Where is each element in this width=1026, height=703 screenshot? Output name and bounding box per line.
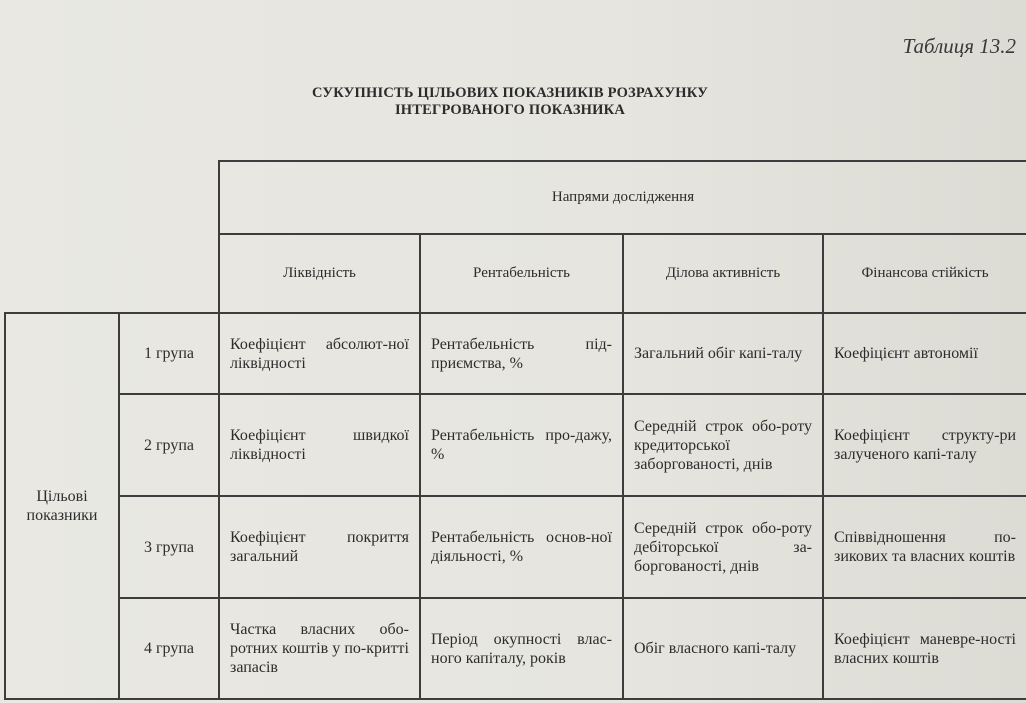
table-cell: Коефіцієнт маневре-ності власних коштів (834, 630, 1016, 667)
row-label-group-3: 3 група (143, 538, 194, 556)
table-title-line-1: СУКУПНІСТЬ ЦІЛЬОВИХ ПОКАЗНИКІВ РОЗРАХУНКУ (311, 85, 709, 101)
table-cell: Частка власних обо-ротних коштів у по-критті запасів (230, 621, 409, 676)
table-title (200, 85, 820, 119)
table-cell: Середній строк обо-роту дебіторської за-боргованості, днів (634, 519, 812, 575)
table-cell: Співвідношення по-зикових та власних коштів (834, 529, 1016, 565)
row-label-group-2: 2 група (143, 436, 194, 454)
table-cell: Загальний обіг капі-талу (634, 345, 803, 362)
table-line (4, 698, 1026, 700)
table-cell: Рентабельність основ-ної діяльності, % (431, 529, 612, 565)
row-group-cell (6, 314, 118, 698)
table-cell: Коефіцієнт швидкої ліквідності (230, 427, 409, 463)
table-cell: Коефіцієнт абсолют-ної ліквідності (230, 335, 409, 372)
table-cell: Коефіцієнт автономії (834, 345, 978, 362)
column-header-financial-stability: Фінансова стійкість (861, 265, 989, 281)
table-title-line-2: ІНТЕГРОВАНОГО ПОКАЗНИКА (394, 102, 626, 118)
table-cell: Період окупності влас-ного капіталу, років (431, 630, 612, 667)
table-cell: Рентабельність про-дажу, % (431, 427, 612, 463)
column-header-profitability: Рентабельність (473, 265, 570, 281)
column-header-business-activity: Ділова активність (665, 265, 781, 281)
header-group-cell (220, 162, 1026, 233)
row-label-group-1: 1 група (143, 345, 194, 362)
table-cell: Коефіцієнт структу-ри залученого капі-талу (834, 427, 1016, 463)
table-cell: Обіг власного капі-талу (634, 640, 797, 657)
column-header-liquidity: Ліквідність (283, 265, 356, 281)
row-label-group-4: 4 група (143, 640, 194, 657)
row-group-label: Цільові показники (26, 488, 98, 524)
table-cell: Коефіцієнт покриття загальний (230, 529, 409, 565)
table-cell: Рентабельність під-приємства, % (431, 335, 612, 372)
header-group-label: Напрями дослідження (551, 189, 695, 205)
table-cell: Середній строк обо-роту кредиторської заборгованості, днів (634, 417, 812, 473)
table-number-label: Таблиця 13.2 (902, 34, 1016, 58)
